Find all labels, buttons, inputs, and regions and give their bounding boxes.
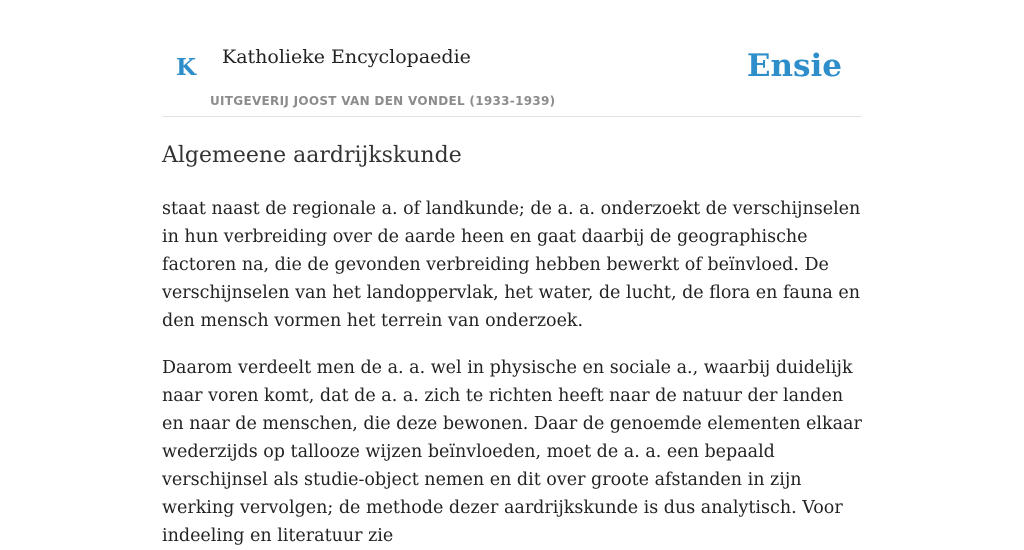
publication-title[interactable]: Katholieke Encyclopaedie <box>222 46 471 68</box>
article-paragraph: Daarom verdeelt men de a. a. wel in physische en sociale a., waarbij duidelijk naar voren komt, dat de a. a. zich te richten heeft naar de natuur der landen en naar de menschen, die deze bewonen. Daar de genoemde elementen elkaar wederzijds op tallooze wijzen beïnvloeden, moet de a. a. een bepaald verschijnsel als studie-object nemen en dit over groote afstanden in zijn werking vervolgen; de methode dezer aardrijkskunde is dus analytisch. Voor indeeling en literatuur zie <box>162 358 862 547</box>
article-title: Algemeene aardrijkskunde <box>162 143 462 168</box>
page <box>162 0 862 550</box>
article-paragraph: staat naast de regionale a. of landkunde; de a. a. onderzoekt de verschijnselen in hun verbreiding over de aarde heen en gaat daarbij de geographische factoren na, die de gevonden verbreiding hebben bewerkt of beïnvloed. De verschijnselen van het landoppervlak, het water, de lucht, de flora en fauna en den mensch vormen het terrein van onderzoek. <box>162 199 861 332</box>
ensie-logo[interactable]: Ensie <box>746 48 842 84</box>
publication-logo[interactable]: K <box>176 54 196 81</box>
publisher-subtitle: UITGEVERIJ JOOST VAN DEN VONDEL (1933-1939) <box>210 94 556 108</box>
header <box>162 0 862 117</box>
